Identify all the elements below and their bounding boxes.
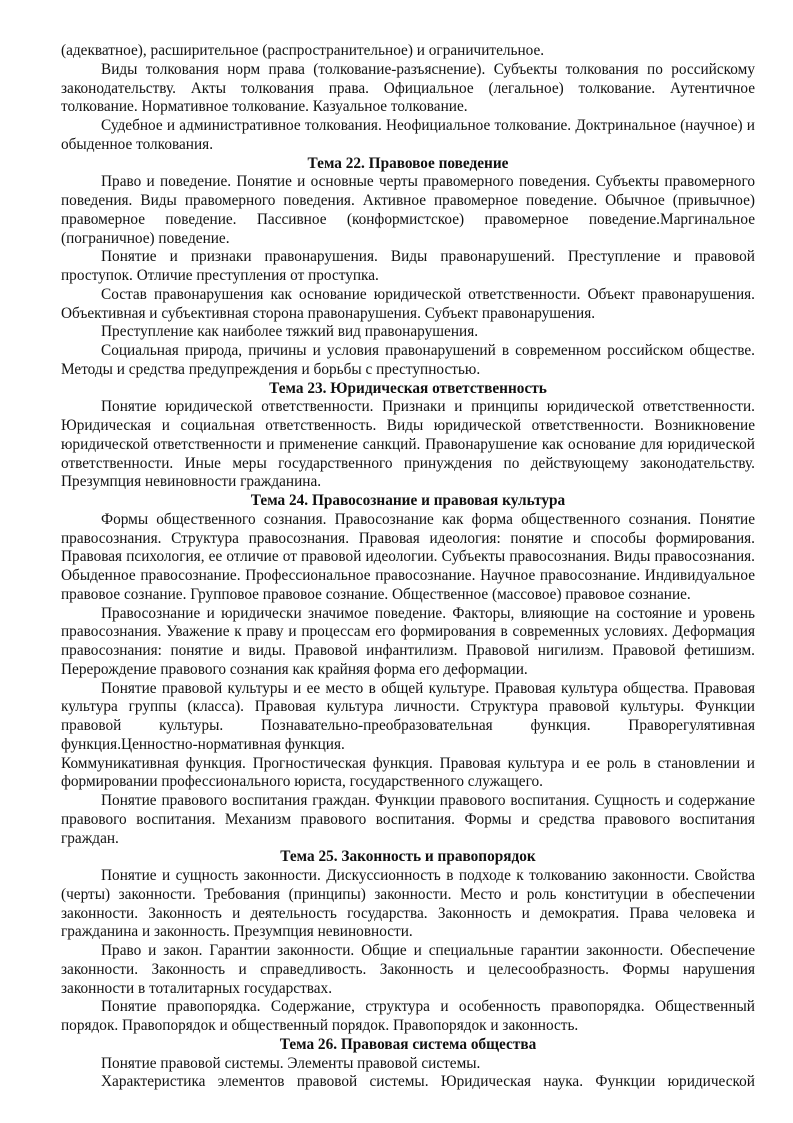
section-heading: Тема 23. Юридическая ответственность xyxy=(269,379,547,397)
paragraph: Характеристика элементов правовой системы. Юридическая наука. Функции юридической xyxy=(101,1073,755,1091)
paragraph: Понятие правового воспитания граждан. Функции правового воспитания. Сущность и содержание правового воспитания. Механизм правового воспитания. Формы и средства правового воспитания граждан. xyxy=(61,792,755,847)
paragraph: (адекватное), расширительное (распространительное) и ограничительное. xyxy=(61,42,545,59)
section-heading: Тема 25. Законность и правопорядок xyxy=(280,848,536,866)
paragraph: Состав правонарушения как основание юридической ответственности. Объект правонарушения. Объективная и субъективная сторона правонарушения. Субъект правонарушения. xyxy=(61,285,755,322)
section-topic-24 xyxy=(61,492,755,848)
paragraph: Понятие правовой системы. Элементы правовой системы. xyxy=(101,1054,481,1072)
paragraph: Правосознание и юридически значимое поведение. Факторы, влияющие на состояние и уровень правосознания. Уважение к праву и процессам его формирования в современных условиях. Деформация правосознания: понятие и виды. Правовой инфантилизм. Правовой нигилизм. Правовой фетишизм. Перерождение правового сознания как крайняя форма его деформации. xyxy=(61,604,755,678)
paragraph: Понятие и признаки правонарушения. Виды правонарушений. Преступление и правовой проступок. Отличие преступления от проступка. xyxy=(61,248,755,284)
paragraph: Судебное и административное толкования. Неофициальное толкование. Доктринальное (научное) и обыденное толкования. xyxy=(61,117,755,153)
paragraph: Коммуникативная функция. Прогностическая функция. Правовая культура и ее роль в становлении и формировании профессионального юриста, государственного служащего. xyxy=(61,754,755,791)
section-heading: Тема 24. Правосознание и правовая культура xyxy=(250,492,566,509)
paragraph: Понятие юридической ответственности. Признаки и принципы юридической ответственности. Юридическая и социальная ответственность. Виды юридической ответственности. Возникновение юридической ответственности и применение санкций. Правонарушение как основание для юридической ответственности. Иные меры государственного принуждения по действующему законодательству. Презумпция невиновности гражданина. xyxy=(61,398,755,491)
paragraph: Социальная природа, причины и условия правонарушений в современном российском обществе. Методы и средства предупреждения и борьбы с преступностью. xyxy=(61,342,755,378)
paragraph: Понятие правопорядка. Содержание, структура и особенность правопорядка. Общественный порядок. Правопорядок и общественный порядок. Правопорядок и законность. xyxy=(61,998,755,1034)
paragraph: Понятие правовой культуры и ее место в общей культуре. Правовая культура общества. Правовая культура группы (класса). Правовая культура личности. Структура правовой культуры. Функции правовой культуры. Познавательно-преобразовательная функция. Праворегулятивная функция.Ценностно-нормативная функция. xyxy=(61,679,755,753)
paragraph: Право и поведение. Понятие и основные черты правомерного поведения. Субъекты правомерного поведения. Виды правомерного поведения. Активное правомерное поведение. Обычное (привычное) правомерное поведение. Пассивное (конформистское) правомерное поведение.Маргинальное (пограничное) поведение. xyxy=(61,173,755,247)
section-topic-23 xyxy=(61,380,755,493)
section-heading: Тема 26. Правовая система общества xyxy=(279,1035,537,1053)
paragraph: Формы общественного сознания. Правосознание как форма общественного сознания. Понятие правосознания. Структура правосознания. Правовая идеология: понятие и способы формирования. Правовая психология, ее отличие от правовой идеологии. Субъекты правосознания. Виды правосознания. Обыденное правосознание. Профессиональное правосознание. Научное правосознание. Индивидуальное правовое сознание. Групповое правовое сознание. Общественное (массовое) правовое сознание. xyxy=(61,510,755,603)
section-heading: Тема 22. Правовое поведение xyxy=(307,154,509,172)
paragraph: Право и закон. Гарантии законности. Общие и специальные гарантии законности. Обеспечение законности. Законность и справедливость. Законность и целесообразность. Формы нарушения законности в тоталитарных государствах. xyxy=(61,942,755,997)
section-topic-25 xyxy=(61,848,755,1036)
section-topic-22 xyxy=(61,155,755,380)
section-topic-26 xyxy=(61,1036,755,1092)
intro-block xyxy=(61,42,755,155)
paragraph: Виды толкования норм права (толкование-разъяснение). Субъекты толкования по российскому законодательству. Акты толкования права. Официальное (легальное) толкование. Аутентичное толкование. Нормативное толкование. Казуальное толкование. xyxy=(61,60,755,116)
paragraph: Понятие и сущность законности. Дискуссионность в подходе к толкованию законности. Свойства (черты) законности. Требования (принципы) законности. Место и роль конституции в обеспечении законности. Законность и деятельность государства. Законность и демократия. Права человека и гражданина и законность. Презумпция невиновности. xyxy=(61,867,755,941)
paragraph: Преступление как наиболее тяжкий вид правонарушения. xyxy=(101,323,479,341)
document-page xyxy=(61,42,755,1092)
